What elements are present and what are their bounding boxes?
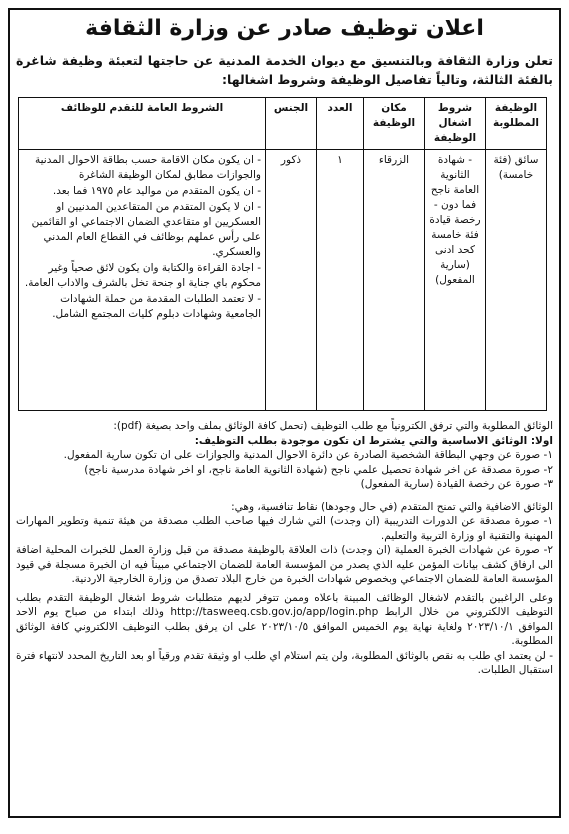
intro-paragraph: تعلن وزارة الثقافة وبالتنسيق مع ديوان الخدمة المدنية عن حاجتها لتعبئة وظيفة شاغرة بالفئة الثالثة، وتالياً تفاصيل الوظيفة وشروط اشغالها: xyxy=(16,53,553,87)
basic-document-item: ٣- صورة عن رخصة القيادة (سارية المفعول) xyxy=(360,478,553,490)
table-row xyxy=(19,150,547,411)
cell-general-conditions xyxy=(19,150,266,411)
basic-documents-title: اولا: الوثائق الاساسية والتي يشترط ان تكون موجودة بطلب التوظيف: xyxy=(194,434,553,447)
basic-document-item: ٢- صورة مصدقة عن اخر شهادة تحصيل علمي ناجح (شهادة الثانوية العامة ناجح، او اخر شهادة مدرسية ناجح) xyxy=(84,463,553,476)
cell-job-conditions: - شهادة الثانوية العامة ناجح فما دون - رخصة قيادة فئة خامسة كحد ادنى (سارية المفعول) xyxy=(425,150,486,411)
job-table-header-row xyxy=(19,98,547,150)
documents-section xyxy=(16,419,553,492)
header-gender: الجنس xyxy=(266,98,317,150)
cell-location: الزرقاء xyxy=(364,150,425,411)
extra-document-item: ٢- صورة عن شهادات الخبرة العملية (ان وجدت) ذات العلاقة بالوظيفة مصدقة من قبل وزارة العمل للخبرات المحلية اضافة الى ارفاق كشف بيانات المؤمن عليه الذي يصدر من المؤسسة العامة للضمان الاجتماعي مبيناً فيه ان الخبرة مسجلة في قيود المؤسسة العامة للضمان الاجتماعي وبخصوص شهادات الخبرة من خارج البلاد تصدق من وزارة الخارجية الاردنية. xyxy=(16,544,553,585)
documents-intro: الوثائق المطلوبة والتي ترفق الكترونياً مع طلب التوظيف (تحمل كافة الوثائق بملف واحد بصيغة (pdf): xyxy=(113,420,553,432)
closing-note: - لن يعتمد اي طلب به نقص بالوثائق المطلوبة، ولن يتم استلام اي طلب او وثيقة تقدم ورقياً او بعد التاريخ المحدد لانتهاء فترة استقبال الطلبات. xyxy=(16,649,553,676)
extra-document-item: ١- صورة مصدقة عن الدورات التدريبية (ان وجدت) التي شارك فيها صاحب الطلب مصدقة من هيئة تنمية وتطوير المهارات المهنية والتقنية او وزارة التربية والتعليم. xyxy=(16,515,553,542)
header-general-conditions: الشروط العامة للتقدم للوظائف xyxy=(19,98,266,150)
basic-document-item: ١- صورة عن وجهي البطاقة الشخصية الصادرة عن دائرة الاحوال المدنية والجوازات على ان تكون سارية المفعول. xyxy=(63,449,553,461)
application-instructions: وعلى الراغبين بالتقدم لاشغال الوظائف المبينة باعلاه وممن تتوفر لديهم متطلبات شروط اشغال الوظيفة التقدم بطلب التوظيف الالكتروني من خلال الرابط http://tasweeq.csb.gov.jo/app/login.php وذلك ابتداء من صباح يوم الاحد الموافق ٢٠٢٣/١٠/١ ولغاية نهاية يوم الخميس الموافق ٢٠٢٣/١٠/٥ على ان يرفق بطلب التوظيف الالكتروني كافة الوثائق المطلوبة. xyxy=(16,591,553,647)
extra-documents-title: الوثائق الاضافية والتي تمنح المتقدم (في حال وجودها) نقاط تنافسية، وهي: xyxy=(231,500,553,513)
general-condition-item: - لا تعتمد الطلبات المقدمة من حملة الشهادات الجامعية وشهادات دبلوم كليات المجتمع الشامل. xyxy=(52,293,261,320)
general-condition-item: - اجادة القراءة والكتابة وان يكون لائق صحياً وغير محكوم باي جناية او جنحة تخل بالشرف والاداب العامة. xyxy=(24,262,261,289)
header-count: العدد xyxy=(317,98,364,150)
general-condition-item: - ان يكون المتقدم من مواليد عام ١٩٧٥ فما بعد. xyxy=(52,185,261,197)
header-location: مكان الوظيفة xyxy=(364,98,425,150)
general-condition-item: - ان يكون مكان الاقامة حسب بطاقة الاحوال المدنية والجوازات مطابق لمكان الوظيفة الشاغرة xyxy=(34,154,261,181)
announcement-title: اعلان توظيف صادر عن وزارة الثقافة xyxy=(85,16,484,41)
cell-job: سائق (فئة خامسة) xyxy=(486,150,547,411)
application-section xyxy=(16,591,553,678)
general-condition-item: - ان لا يكون المتقدم من المتقاعدين المدنيين او العسكريين او متقاعدي الضمان الاجتماعي او القائمين على رأس عملهم بوظائف في القطاع العام المدني والعسكري. xyxy=(31,201,261,258)
extra-documents-section xyxy=(16,500,553,587)
cell-gender: ذكور xyxy=(266,150,317,411)
header-job: الوظيفة المطلوبة xyxy=(486,98,547,150)
cell-count: ١ xyxy=(317,150,364,411)
job-table xyxy=(18,97,547,411)
header-job-conditions: شروط اشغال الوظيفة xyxy=(425,98,486,150)
announcement-page xyxy=(8,8,561,818)
